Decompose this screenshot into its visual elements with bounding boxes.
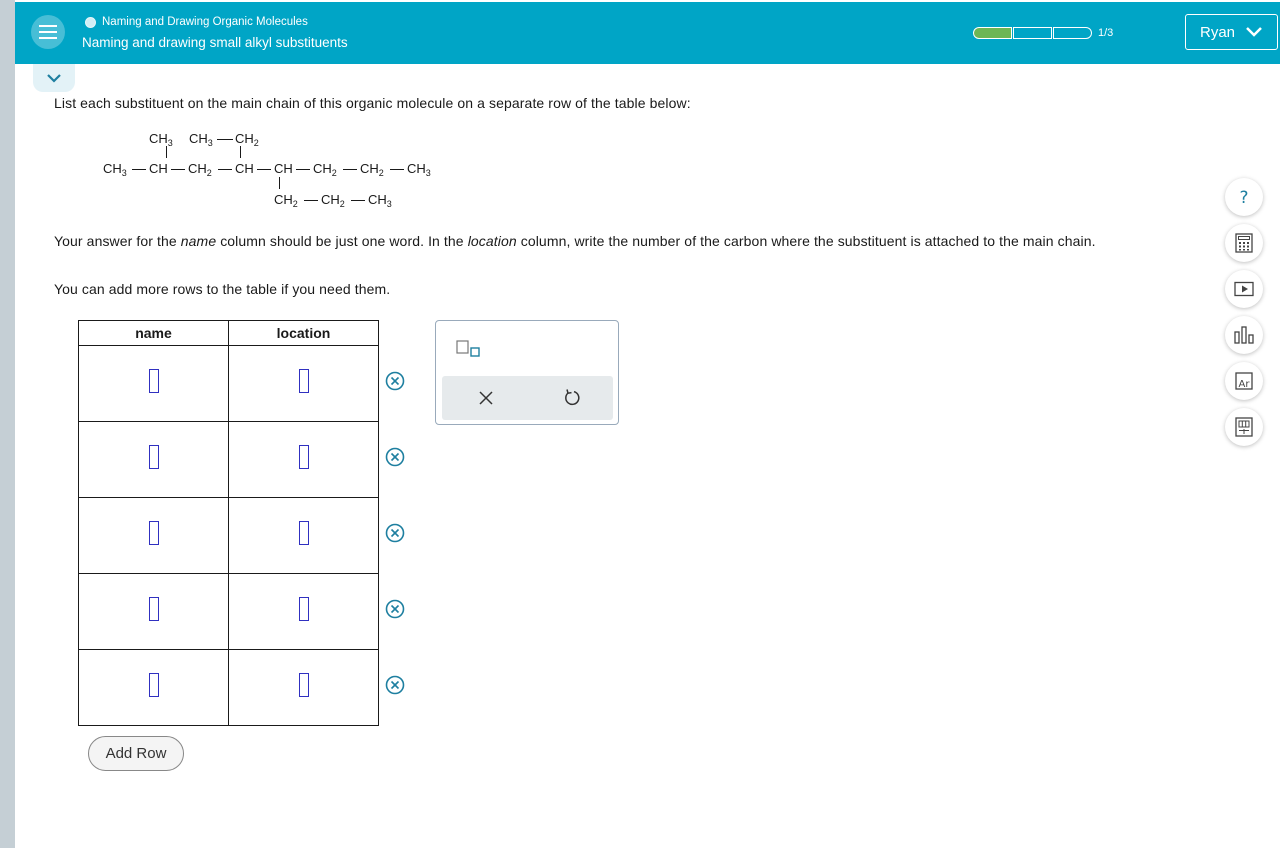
molecule-group: $CH_2$ bbox=[274, 192, 298, 209]
input-palette bbox=[435, 320, 619, 425]
progress-text: 1/3 bbox=[1098, 27, 1114, 39]
location-input[interactable] bbox=[299, 521, 309, 545]
delete-row-button[interactable] bbox=[385, 447, 405, 467]
progress-segment-done bbox=[973, 27, 1012, 39]
topic-status-icon bbox=[85, 17, 96, 28]
molecule-group: $CH_3$ bbox=[368, 192, 392, 209]
column-header-location: location bbox=[229, 321, 379, 346]
delete-row-button[interactable] bbox=[385, 523, 405, 543]
table-row bbox=[79, 346, 379, 422]
hamburger-icon bbox=[39, 24, 57, 40]
chart-icon bbox=[1233, 325, 1255, 345]
user-menu-button[interactable] bbox=[1185, 14, 1278, 50]
chart-button[interactable] bbox=[1225, 316, 1263, 354]
bond bbox=[240, 146, 241, 158]
bond bbox=[166, 146, 167, 158]
table-row bbox=[79, 498, 379, 574]
add-row-button[interactable]: Add Row bbox=[88, 736, 184, 771]
subscript-icon[interactable] bbox=[456, 339, 486, 359]
location-cell[interactable] bbox=[229, 422, 379, 498]
molecule-group: $CH_3$ bbox=[189, 131, 213, 148]
collapse-toggle[interactable] bbox=[33, 64, 75, 92]
molecule-group: $CH_2$ bbox=[313, 161, 337, 178]
header-bar bbox=[15, 2, 1280, 64]
progress-segment bbox=[1053, 27, 1092, 39]
svg-text:Ar: Ar bbox=[1238, 379, 1250, 390]
name-input[interactable] bbox=[149, 521, 159, 545]
name-cell[interactable] bbox=[79, 498, 229, 574]
location-cell[interactable] bbox=[229, 650, 379, 726]
chevron-down-icon bbox=[46, 73, 62, 83]
bond bbox=[351, 200, 365, 201]
molecule-group: $CH_2$ bbox=[321, 192, 345, 209]
left-rail bbox=[0, 0, 15, 848]
calculator-icon bbox=[1234, 233, 1254, 253]
delete-row-button[interactable] bbox=[385, 599, 405, 619]
answer-table bbox=[78, 320, 379, 726]
periodic-table-button[interactable] bbox=[1225, 362, 1263, 400]
name-cell[interactable] bbox=[79, 650, 229, 726]
molecule-group: $CH_2$ bbox=[235, 131, 259, 148]
help-button[interactable] bbox=[1225, 178, 1263, 216]
bond bbox=[279, 177, 280, 189]
video-button[interactable] bbox=[1225, 270, 1263, 308]
bond bbox=[171, 169, 185, 170]
answer-instructions: Your answer for the name column should be just one word. In the location column, write the number of the carbon where the substituent is attached to the main chain. bbox=[54, 233, 1096, 249]
bond bbox=[296, 169, 310, 170]
name-cell[interactable] bbox=[79, 574, 229, 650]
table-row bbox=[79, 574, 379, 650]
molecule-group: $CH_2$ bbox=[188, 161, 212, 178]
name-cell[interactable] bbox=[79, 346, 229, 422]
progress-segment bbox=[1013, 27, 1052, 39]
location-cell[interactable] bbox=[229, 574, 379, 650]
periodic-table-icon bbox=[1234, 371, 1254, 391]
instruction-text: List each substituent on the main chain of this organic molecule on a separate row of the table below: bbox=[54, 95, 691, 111]
molecule-structure bbox=[95, 126, 455, 216]
delete-row-button[interactable] bbox=[385, 371, 405, 391]
bond bbox=[257, 169, 271, 170]
video-icon bbox=[1234, 281, 1254, 297]
data-button[interactable] bbox=[1225, 408, 1263, 446]
name-input[interactable] bbox=[149, 673, 159, 697]
undo-button[interactable] bbox=[562, 388, 582, 408]
delete-row-button[interactable] bbox=[385, 675, 405, 695]
svg-text:?: ? bbox=[1239, 188, 1249, 207]
menu-button[interactable] bbox=[31, 15, 65, 49]
molecule-group: $CH_3$ bbox=[103, 161, 127, 178]
bond bbox=[343, 169, 357, 170]
calculator-button[interactable] bbox=[1225, 224, 1263, 262]
molecule-group: $CH_3$ bbox=[407, 161, 431, 178]
location-input[interactable] bbox=[299, 597, 309, 621]
breadcrumb-text: Naming and Drawing Organic Molecules bbox=[102, 16, 308, 28]
clear-button[interactable] bbox=[476, 388, 496, 408]
location-input[interactable] bbox=[299, 673, 309, 697]
molecule-group: CH bbox=[274, 161, 293, 176]
location-cell[interactable] bbox=[229, 498, 379, 574]
name-input[interactable] bbox=[149, 597, 159, 621]
breadcrumb bbox=[85, 16, 308, 28]
bond bbox=[304, 200, 318, 201]
table-row bbox=[79, 650, 379, 726]
add-rows-note: You can add more rows to the table if you need them. bbox=[54, 281, 391, 297]
location-cell[interactable] bbox=[229, 346, 379, 422]
location-input[interactable] bbox=[299, 445, 309, 469]
page-title: Naming and drawing small alkyl substituents bbox=[82, 35, 348, 50]
bond bbox=[132, 169, 146, 170]
help-icon bbox=[1234, 187, 1254, 207]
user-name: Ryan bbox=[1199, 23, 1236, 41]
molecule-group: $CH_2$ bbox=[360, 161, 384, 178]
bond bbox=[218, 169, 232, 170]
table-row bbox=[79, 422, 379, 498]
palette-action-bar bbox=[442, 376, 613, 420]
progress-indicator bbox=[973, 27, 1113, 39]
chevron-down-icon bbox=[1245, 26, 1263, 38]
name-input[interactable] bbox=[149, 445, 159, 469]
name-input[interactable] bbox=[149, 369, 159, 393]
molecule-group: CH bbox=[149, 161, 168, 176]
bond bbox=[390, 169, 404, 170]
bond bbox=[217, 139, 233, 140]
data-icon bbox=[1234, 417, 1254, 437]
column-header-name: name bbox=[79, 321, 229, 346]
name-cell[interactable] bbox=[79, 422, 229, 498]
molecule-group: CH bbox=[235, 161, 254, 176]
location-input[interactable] bbox=[299, 369, 309, 393]
molecule-group: $CH_3$ bbox=[149, 131, 173, 148]
